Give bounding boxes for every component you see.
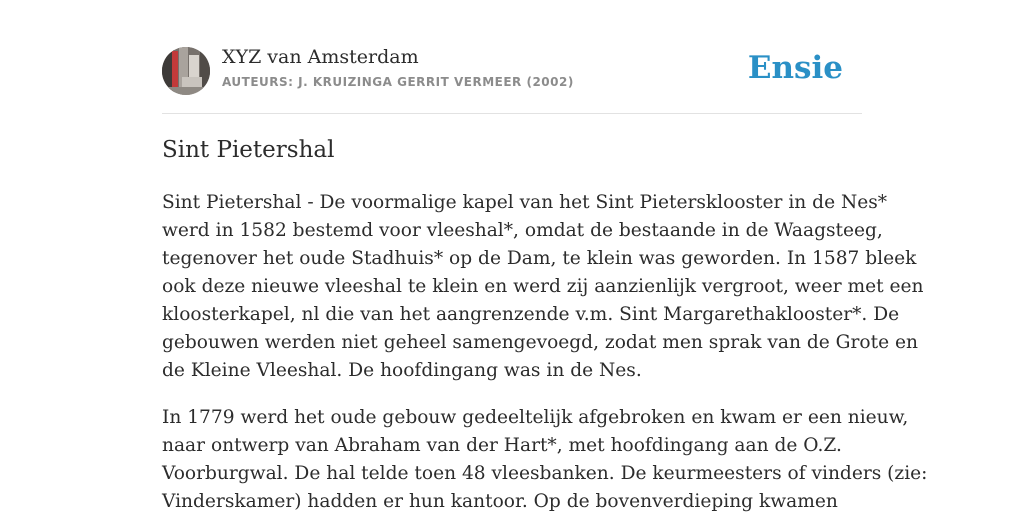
paragraph xyxy=(162,189,924,385)
paragraph xyxy=(162,404,928,512)
authors-line: AUTEURS: J. KRUIZINGA GERRIT VERMEER (2002) xyxy=(222,75,574,89)
text-line: Vinderskamer) hadden er hun kantoor. Op de bovenverdieping kwamen xyxy=(162,491,838,512)
text-line: Voorburgwal. De hal telde toen 48 vleesbanken. De keurmeesters of vinders (zie: xyxy=(162,463,928,484)
avatar-photo-icon xyxy=(162,47,210,95)
text-line: gebouwen werden niet geheel samengevoegd, zodat men sprak van de Grote en xyxy=(162,332,918,353)
header xyxy=(162,46,862,96)
text-line: kloosterkapel, nl die van het aangrenzende v.m. Sint Margarethaklooster*. De xyxy=(162,304,900,325)
source-avatar[interactable] xyxy=(162,47,210,95)
text-line: de Kleine Vleeshal. De hoofdingang was in de Nes. xyxy=(162,360,642,381)
text-line: In 1779 werd het oude gebouw gedeeltelijk afgebroken en kwam er een nieuw, xyxy=(162,407,909,428)
text-line: werd in 1582 bestemd voor vleeshal*, omdat de bestaande in de Waagsteeg, xyxy=(162,220,883,241)
ensie-logo[interactable]: Ensie xyxy=(747,50,843,86)
text-line: tegenover het oude Stadhuis* op de Dam, te klein was geworden. In 1587 bleek xyxy=(162,248,917,269)
text-line: ook deze nieuwe vleeshal te klein en werd zij aanzienlijk vergroot, weer met een xyxy=(162,276,924,297)
text-line: naar ontwerp van Abraham van der Hart*, met hoofdingang aan de O.Z. xyxy=(162,435,842,456)
source-title[interactable]: XYZ van Amsterdam xyxy=(222,46,419,68)
header-divider xyxy=(162,113,862,114)
article-body xyxy=(162,189,928,512)
article-title: Sint Pietershal xyxy=(162,137,335,163)
text-line: Sint Pietershal - De voormalige kapel van het Sint Pietersklooster in de Nes* xyxy=(162,192,888,213)
